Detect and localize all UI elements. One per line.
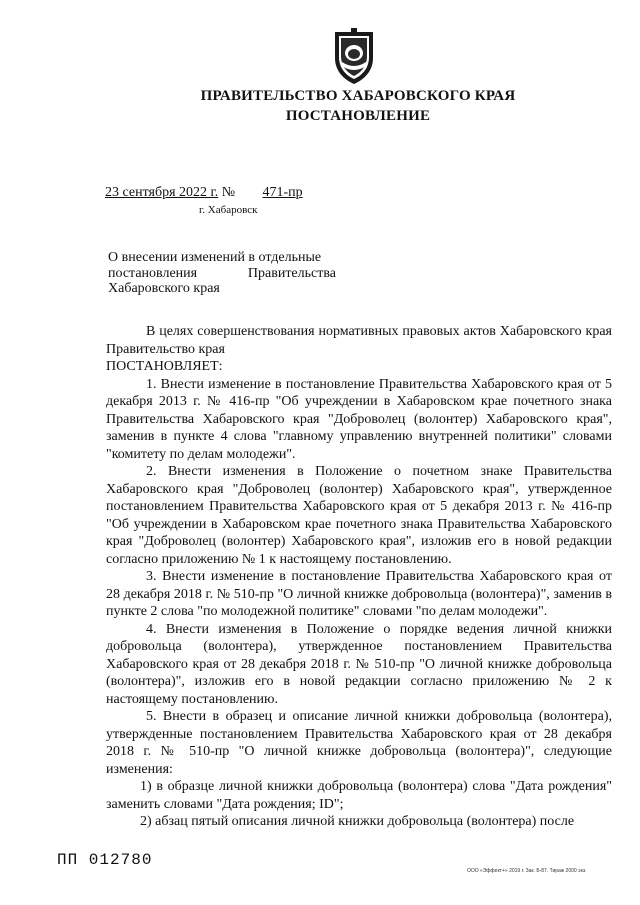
subject-word: Правительства bbox=[247, 265, 336, 281]
coat-of-arms-emblem bbox=[329, 26, 379, 86]
clause-5: 5. Внести в образец и описание личной книжки добровольца (волонтера), утвержденные постановлением Правительства Хабаровского края от 28 декабря 2018 г. № 510-пр "О личной книжке добровольца (волонтера)", следующие изменения: bbox=[106, 709, 612, 777]
government-title: ПРАВИТЕЛЬСТВО ХАБАРОВСКОГО КРАЯ bbox=[200, 88, 516, 104]
document-city: г. Хабаровск bbox=[199, 204, 258, 216]
clause-4: 4. Внести изменения в Положение о порядке ведения личной книжки добровольца (волонтера), утвержденное постановлением Правительства Хабаровского края от 28 декабря 2018 г. № 510-пр "О личной книжке добровольца (волонтера)", изложив его в новой редакции согласно приложению № 2 к настоящему постановлению. bbox=[106, 621, 612, 707]
printer-imprint: ООО «Эффект+» 2019 г. Зак. Б-87. Тираж 2000 экз. bbox=[467, 868, 587, 874]
clause-1: 1. Внести изменение в постановление Правительства Хабаровского края от 5 декабря 2013 г. № 416-пр "Об учреждении в Хабаровском крае почетного знака Правительства Хабаровского края "Доброволец (волонтер) Хабаровского края", заменив в пункте 4 слова "главному управлению внутренней политики" словами "комитету по делам молодежи". bbox=[106, 376, 612, 462]
clause-2: 2. Внести изменения в Положение о почетном знаке Правительства Хабаровского края "Доброволец (волонтер) Хабаровского края", утвержденное постановлением Правительства Хабаровского края от 5 декабря 2013 г. № 416-пр "Об учреждении в Хабаровском крае почетного знака Правительства Хабаровского края "Доброволец (волонтер) Хабаровского края", изложив его в новой редакции согласно приложению № 1 к настоящему постановлению. bbox=[106, 464, 612, 567]
document-type-title: ПОСТАНОВЛЕНИЕ bbox=[285, 108, 431, 124]
number-sign: № bbox=[221, 185, 236, 200]
subject-line: О внесении изменений в отдельные bbox=[108, 250, 322, 265]
subject-word: постановления bbox=[108, 265, 198, 281]
document-number: 471-пр bbox=[262, 185, 303, 200]
document-body bbox=[106, 323, 612, 831]
clause-3: 3. Внести изменение в постановление Правительства Хабаровского края от 28 декабря 2018 г. № 510-пр "О личной книжке добровольца (волонтера)", заменив в пункте 2 слова "по молодежной политике" словами "по делам молодежи". bbox=[106, 569, 612, 619]
subject-line: Хабаровского края bbox=[108, 281, 220, 296]
clause-5-item-1: 1) в образце личной книжки добровольца (волонтера) слова "Дата рождения" заменить словами "Дата рождения; ID"; bbox=[106, 779, 612, 812]
resolves-heading: ПОСТАНОВЛЯЕТ: bbox=[106, 359, 223, 374]
clause-5-item-2: 2) абзац пятый описания личной книжки добровольца (волонтера) после bbox=[140, 814, 575, 829]
subject-line bbox=[108, 266, 336, 282]
document-subject bbox=[108, 250, 336, 297]
document-date: 23 сентября 2022 г. bbox=[105, 185, 219, 200]
serial-number: ПП 012780 bbox=[57, 851, 153, 869]
intro-paragraph: В целях совершенствования нормативных правовых актов Хабаровского края Правительство края bbox=[106, 324, 612, 357]
document-date-line bbox=[105, 185, 319, 201]
